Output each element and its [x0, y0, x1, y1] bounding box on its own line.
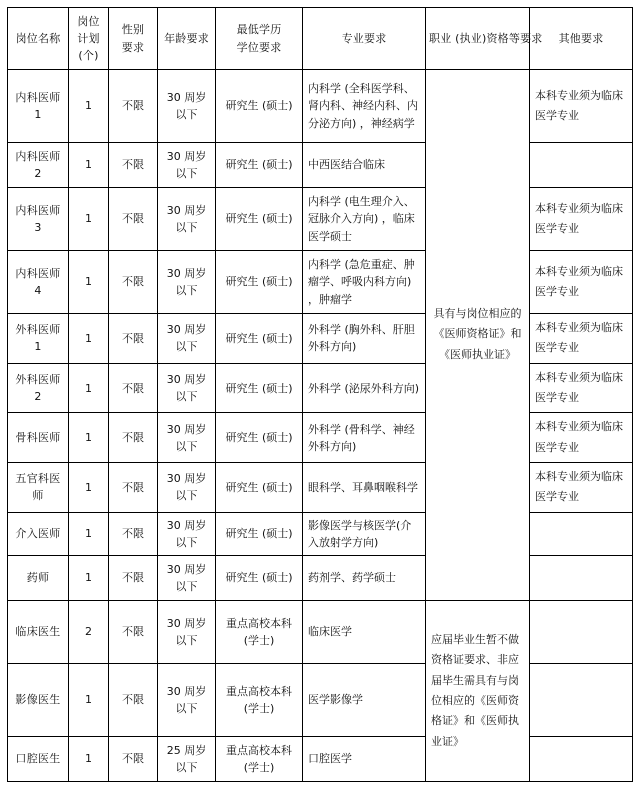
- cell-age: 25 周岁以下: [158, 736, 216, 781]
- column-header-gender: 性别 要求: [109, 8, 158, 70]
- job-requirements-table: [7, 7, 633, 782]
- cell-gender: 不限: [109, 363, 158, 413]
- cell-other-requirement: 本科专业须为临床医学专业: [530, 463, 633, 513]
- cell-age: 30 周岁以下: [158, 512, 216, 555]
- cell-position-plan: 1: [69, 188, 109, 251]
- cell-position-plan: 1: [69, 251, 109, 314]
- cell-position-name: 内科医师3: [8, 188, 69, 251]
- table-row: [8, 188, 633, 251]
- cell-major: 医学影像学: [303, 663, 426, 736]
- cell-age: 30 周岁以下: [158, 251, 216, 314]
- cell-other-requirement: [530, 512, 633, 555]
- cell-position-plan: 1: [69, 70, 109, 143]
- cell-position-name: 口腔医生: [8, 736, 69, 781]
- table-row: [8, 663, 633, 736]
- cell-gender: 不限: [109, 70, 158, 143]
- cell-position-plan: 2: [69, 600, 109, 663]
- cell-major: 眼科学、耳鼻咽喉科学: [303, 463, 426, 513]
- cell-certificate-requirement: 具有与岗位相应的《医师资格证》和《医师执业证》: [426, 70, 530, 601]
- cell-education: 研究生 (硕士): [216, 413, 303, 463]
- cell-position-name: 内科医师4: [8, 251, 69, 314]
- cell-position-name: 外科医师1: [8, 314, 69, 364]
- cell-position-plan: 1: [69, 736, 109, 781]
- cell-education: 重点高校本科 (学士): [216, 600, 303, 663]
- table-row: [8, 413, 633, 463]
- cell-age: 30 周岁以下: [158, 363, 216, 413]
- cell-gender: 不限: [109, 463, 158, 513]
- cell-education: 研究生 (硕士): [216, 70, 303, 143]
- cell-age: 30 周岁以下: [158, 663, 216, 736]
- cell-education: 研究生 (硕士): [216, 512, 303, 555]
- cell-age: 30 周岁以下: [158, 555, 216, 600]
- cell-major: 外科学 (胸外科、肝胆外科方向): [303, 314, 426, 364]
- cell-other-requirement: [530, 600, 633, 663]
- column-header-other: 其他要求: [530, 8, 633, 70]
- cell-education: 研究生 (硕士): [216, 188, 303, 251]
- cell-other-requirement: 本科专业须为临床医学专业: [530, 363, 633, 413]
- column-header-position-name: 岗位名称: [8, 8, 69, 70]
- cell-education: 研究生 (硕士): [216, 251, 303, 314]
- cell-other-requirement: [530, 143, 633, 188]
- table-body: [8, 70, 633, 782]
- cell-gender: 不限: [109, 143, 158, 188]
- column-header-education: 最低学历 学位要求: [216, 8, 303, 70]
- cell-position-name: 介入医师: [8, 512, 69, 555]
- cell-position-plan: 1: [69, 463, 109, 513]
- table-row: [8, 314, 633, 364]
- cell-position-name: 骨科医师: [8, 413, 69, 463]
- table-row: [8, 736, 633, 781]
- table-row: [8, 512, 633, 555]
- table-row: [8, 463, 633, 513]
- table-row: [8, 251, 633, 314]
- cell-gender: 不限: [109, 600, 158, 663]
- cell-position-plan: 1: [69, 555, 109, 600]
- cell-position-name: 内科医师1: [8, 70, 69, 143]
- column-header-major: 专业要求: [303, 8, 426, 70]
- cell-education: 研究生 (硕士): [216, 314, 303, 364]
- table-header: [8, 8, 633, 70]
- cell-age: 30 周岁以下: [158, 70, 216, 143]
- column-header-certificate: 职业 (执业)资格等要求: [426, 8, 530, 70]
- table-row: [8, 70, 633, 143]
- cell-age: 30 周岁以下: [158, 143, 216, 188]
- cell-gender: 不限: [109, 512, 158, 555]
- cell-education: 研究生 (硕士): [216, 555, 303, 600]
- cell-position-name: 外科医师2: [8, 363, 69, 413]
- cell-other-requirement: 本科专业须为临床医学专业: [530, 314, 633, 364]
- cell-gender: 不限: [109, 188, 158, 251]
- cell-major: 内科学 (电生理介入、冠脉介入方向) ，临床医学硕士: [303, 188, 426, 251]
- cell-other-requirement: [530, 555, 633, 600]
- cell-other-requirement: [530, 736, 633, 781]
- cell-gender: 不限: [109, 314, 158, 364]
- cell-major: 外科学 (骨科学、神经外科方向): [303, 413, 426, 463]
- cell-position-plan: 1: [69, 512, 109, 555]
- cell-position-plan: 1: [69, 314, 109, 364]
- cell-other-requirement: 本科专业须为临床医学专业: [530, 70, 633, 143]
- cell-position-name: 五官科医师: [8, 463, 69, 513]
- cell-education: 研究生 (硕士): [216, 363, 303, 413]
- cell-education: 重点高校本科 (学士): [216, 736, 303, 781]
- cell-major: 影像医学与核医学(介入放射学方向): [303, 512, 426, 555]
- cell-major: 内科学 (全科医学科、肾内科、神经内科、内分泌方向) ，神经病学: [303, 70, 426, 143]
- cell-certificate-requirement: 应届毕业生暂不做资格证要求、非应届毕生需具有与岗位相应的《医师资格证》和《医师执业证》: [426, 600, 530, 781]
- cell-position-name: 影像医生: [8, 663, 69, 736]
- cell-education: 研究生 (硕士): [216, 143, 303, 188]
- table-row: [8, 600, 633, 663]
- cell-other-requirement: 本科专业须为临床医学专业: [530, 188, 633, 251]
- cell-position-name: 临床医生: [8, 600, 69, 663]
- cell-education: 重点高校本科 (学士): [216, 663, 303, 736]
- cell-other-requirement: [530, 663, 633, 736]
- header-row: [8, 8, 633, 70]
- cell-position-name: 药师: [8, 555, 69, 600]
- column-header-age: 年龄要求: [158, 8, 216, 70]
- cell-education: 研究生 (硕士): [216, 463, 303, 513]
- cell-gender: 不限: [109, 663, 158, 736]
- cell-gender: 不限: [109, 251, 158, 314]
- cell-major: 药剂学、药学硕士: [303, 555, 426, 600]
- table-row: [8, 363, 633, 413]
- cell-position-plan: 1: [69, 363, 109, 413]
- cell-gender: 不限: [109, 413, 158, 463]
- cell-age: 30 周岁以下: [158, 463, 216, 513]
- cell-major: 临床医学: [303, 600, 426, 663]
- cell-position-name: 内科医师2: [8, 143, 69, 188]
- cell-age: 30 周岁以下: [158, 413, 216, 463]
- cell-age: 30 周岁以下: [158, 314, 216, 364]
- cell-position-plan: 1: [69, 143, 109, 188]
- cell-age: 30 周岁以下: [158, 600, 216, 663]
- cell-gender: 不限: [109, 555, 158, 600]
- cell-position-plan: 1: [69, 413, 109, 463]
- cell-age: 30 周岁以下: [158, 188, 216, 251]
- table-row: [8, 555, 633, 600]
- cell-other-requirement: 本科专业须为临床医学专业: [530, 251, 633, 314]
- cell-gender: 不限: [109, 736, 158, 781]
- cell-major: 口腔医学: [303, 736, 426, 781]
- cell-major: 外科学 (泌尿外科方向): [303, 363, 426, 413]
- cell-major: 内科学 (急危重症、肿瘤学、呼吸内科方向) ，肿瘤学: [303, 251, 426, 314]
- cell-major: 中西医结合临床: [303, 143, 426, 188]
- column-header-position-plan: 岗位 计划 (个): [69, 8, 109, 70]
- cell-other-requirement: 本科专业须为临床医学专业: [530, 413, 633, 463]
- cell-position-plan: 1: [69, 663, 109, 736]
- table-row: [8, 143, 633, 188]
